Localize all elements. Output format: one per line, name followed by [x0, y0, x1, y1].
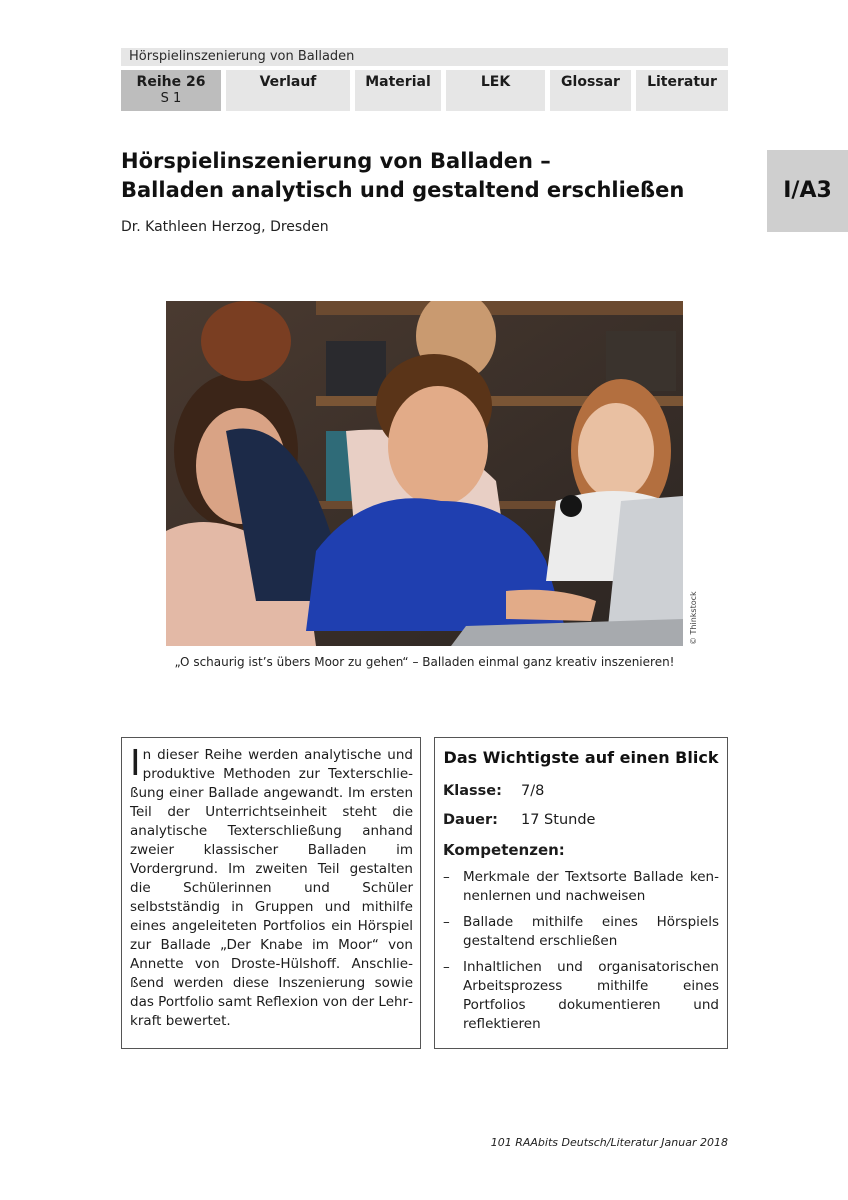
dauer-label: Dauer:: [443, 812, 498, 828]
tab-verlauf-label: Verlauf: [259, 74, 317, 90]
dauer-row: [443, 812, 719, 828]
intro-dropcap: I: [130, 743, 141, 784]
series-title: Hörspielinszenierung von Balladen: [129, 49, 355, 64]
klasse-row: [443, 783, 719, 799]
photo-caption: „O schaurig ist’s übers Moor zu gehen“ – Balladen einmal ganz kreativ inszenieren!: [174, 655, 675, 669]
intro-paragraph: [130, 743, 413, 1031]
tab-literatur-label: Literatur: [647, 74, 717, 90]
page-title: [121, 147, 684, 205]
tab-reihe-label: Reihe 26: [136, 74, 206, 90]
kompetenz-item: – Inhaltlichen und organisatorischen Arbeitsprozess mithilfe eines Portfolios dokumentieren und reflektieren: [443, 958, 719, 1034]
tab-lek[interactable]: [446, 70, 545, 111]
klasse-value: 7/8: [521, 783, 545, 799]
tab-lek-label: LEK: [480, 74, 511, 90]
kompetenz-item: – Ballade mithilfe eines Hörspiels gestaltend erschließen: [443, 913, 719, 951]
cover-photo: [166, 301, 683, 646]
tab-glossar-label: Glossar: [561, 74, 620, 90]
intro-box: [121, 737, 421, 1049]
summary-title: Das Wichtigste auf einen Blick: [443, 748, 719, 767]
photo-credit: © Thinkstock: [689, 591, 698, 645]
title-line-2: Balladen analytisch und gestaltend erschließen: [121, 178, 685, 202]
section-tag: I/A3: [767, 150, 848, 232]
intro-text: n dieser Reihe werden analytische und produktive Methoden zur Texterschließung einer Ballade angewandt. Im ersten Teil der Unterrichtseinheit steht die analytische Texterschließung anhand zweier klassischer Balladen im Vordergrund. Im zweiten Teil gestalten die Schülerinnen und Schüler selbstständig in Gruppen und mithilfe eines angeleiteten Portfolios ein Hörspiel zur Ballade „Der Knabe im Moor“ von Annette von Droste-Hülshoff. Anschließend werden diese Inszenierung sowie das Portfolio samt Reflexion von der Lehrkraft bewertet.: [130, 747, 413, 1029]
tab-glossar[interactable]: [550, 70, 631, 111]
dauer-value: 17 Stunde: [521, 812, 596, 828]
tab-reihe[interactable]: [121, 70, 221, 111]
kompetenz-item: – Merkmale der Textsorte Ballade kennenlernen und nachweisen: [443, 868, 719, 906]
tab-material-label: Material: [365, 74, 431, 90]
tab-material[interactable]: [355, 70, 441, 111]
tab-reihe-sub: S 1: [160, 91, 182, 106]
summary-box: [434, 737, 728, 1049]
tab-verlauf[interactable]: [226, 70, 350, 111]
series-header: [121, 48, 728, 66]
klasse-label: Klasse:: [443, 783, 502, 799]
tab-literatur[interactable]: [636, 70, 728, 111]
kompetenzen-label: Kompetenzen:: [443, 841, 565, 859]
page-footer: 101 RAAbits Deutsch/Literatur Januar 2018: [490, 1136, 728, 1149]
title-line-1: Hörspielinszenierung von Balladen –: [121, 149, 551, 173]
author: Dr. Kathleen Herzog, Dresden: [121, 219, 329, 235]
